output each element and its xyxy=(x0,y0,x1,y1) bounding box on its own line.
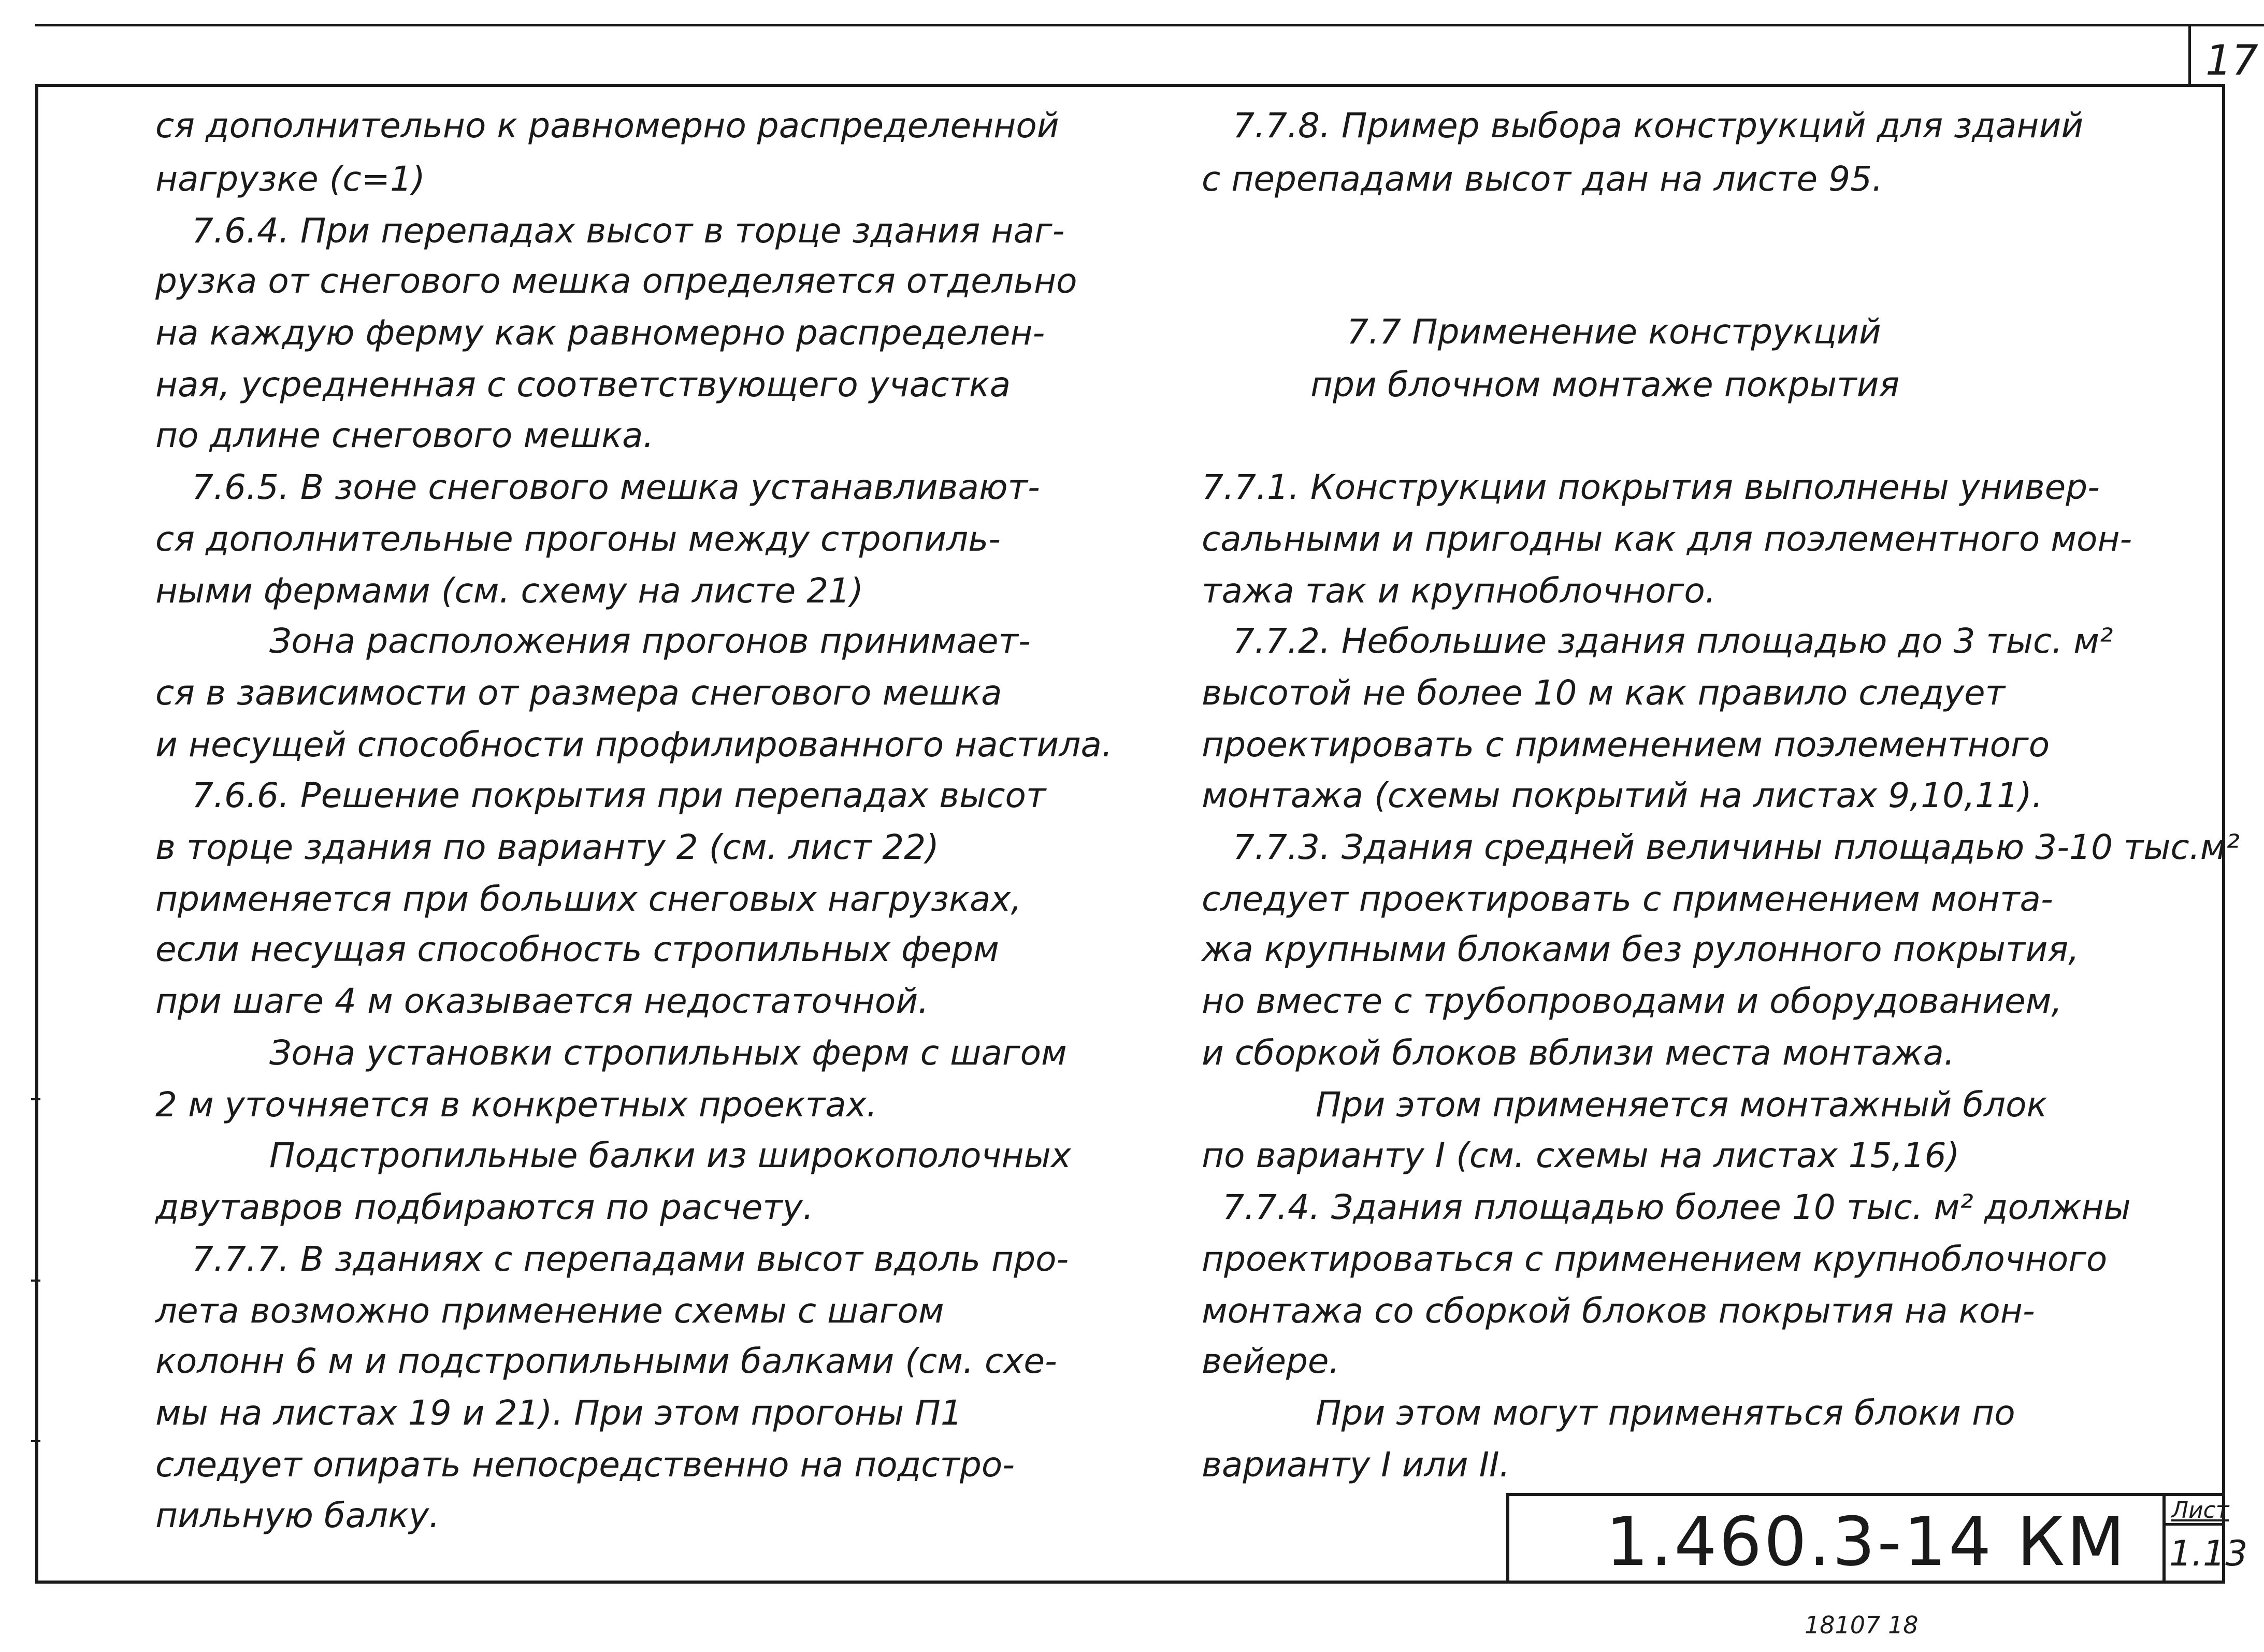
text-line: следует опирать непосредственно на подстро- xyxy=(155,1445,1015,1485)
margin-tick xyxy=(31,1098,40,1100)
text-line: пильную балку. xyxy=(155,1496,440,1535)
text-line: по варианту I (см. схемы на листах 15,16) xyxy=(1202,1136,1960,1175)
text-line: мы на листах 19 и 21). При этом прогоны П1 xyxy=(155,1393,962,1433)
text-line: Зона установки стропильных ферм с шагом xyxy=(269,1033,1067,1073)
text-line: 7.6.5. В зоне снегового мешка устанавливают- xyxy=(192,467,1040,507)
text-line: но вместе с трубопроводами и оборудованием, xyxy=(1202,981,2063,1021)
sheet-label: Лист xyxy=(2171,1497,2229,1524)
text-line: Подстропильные балки из широкополочных xyxy=(269,1136,1071,1175)
text-line: ными фермами (см. схему на листе 21) xyxy=(155,571,864,611)
text-line: рузка от снегового мешка определяется отдельно xyxy=(155,261,1077,301)
text-line: нагрузке (с=1) xyxy=(155,159,425,199)
text-line: варианту I или II. xyxy=(1202,1445,1510,1485)
text-line: ся дополнительные прогоны между стропиль- xyxy=(155,519,1001,559)
text-line: высотой не более 10 м как правило следует xyxy=(1202,673,2006,713)
text-line: ся дополнительно к равномерно распределенной xyxy=(155,106,1059,146)
text-line: ная, усредненная с соответствующего участка xyxy=(155,365,1011,405)
corner-page-number: 17 xyxy=(2205,36,2258,84)
top-corner-divider xyxy=(2188,24,2191,85)
text-line: При этом применяется монтажный блок xyxy=(1316,1085,2047,1125)
text-line: по длине снегового мешка. xyxy=(155,415,654,455)
text-line: монтажа (схемы покрытий на листах 9,10,11). xyxy=(1202,775,2043,815)
text-line: на каждую ферму как равномерно распределен- xyxy=(155,313,1045,353)
text-line: лета возможно применение схемы с шагом xyxy=(155,1291,944,1331)
text-line: если несущая способность стропильных ферм xyxy=(155,929,999,969)
margin-tick xyxy=(31,1280,40,1282)
text-line: 7.7.1. Конструкции покрытия выполнены универ- xyxy=(1202,467,2100,507)
text-line: следует проектировать с применением монта- xyxy=(1202,879,2053,919)
text-line: применяется при больших снеговых нагрузках, xyxy=(155,879,1022,919)
text-line: монтажа со сборкой блоков покрытия на кон- xyxy=(1202,1291,2035,1331)
section-heading: 7.7 Применение конструкций xyxy=(1347,312,1881,352)
document-code: 1.460.3-14 КМ xyxy=(1606,1502,2127,1581)
text-line: 7.7.4. Здания площадью более 10 тыс. м² должны xyxy=(1222,1187,2131,1227)
text-line: в торце здания по варианту 2 (см. лист 22) xyxy=(155,827,940,867)
margin-tick xyxy=(31,1440,40,1442)
text-line: 7.6.6. Решение покрытия при перепадах высот xyxy=(192,775,1046,815)
text-line: 7.7.2. Небольшие здания площадью до 3 тыс. м² xyxy=(1233,621,2113,661)
text-line: тажа так и крупноблочного. xyxy=(1202,571,1716,611)
text-line: Зона расположения прогонов принимает- xyxy=(269,621,1031,661)
text-line: проектировать с применением поэлементного xyxy=(1202,725,2050,765)
text-line: 7.7.8. Пример выбора конструкций для зданий xyxy=(1233,106,2084,146)
text-line: проектироваться с применением крупноблочного xyxy=(1202,1239,2108,1279)
text-line: двутавров подбираются по расчету. xyxy=(155,1187,814,1227)
text-line: 7.7.7. В зданиях с перепадами высот вдоль про- xyxy=(192,1239,1069,1279)
text-line: и сборкой блоков вблизи места монтажа. xyxy=(1202,1033,1955,1073)
text-line: колонн 6 м и подстропильными балками (см. схе- xyxy=(155,1341,1057,1381)
text-line: 7.7.3. Здания средней величины площадью 3-10 тыс.м² xyxy=(1233,827,2240,867)
text-line: при шаге 4 м оказывается недостаточной. xyxy=(155,981,929,1021)
sheet-number: 1.13 xyxy=(2169,1533,2248,1574)
text-line: 7.6.4. При перепадах высот в торце здания наг- xyxy=(192,211,1065,251)
text-line: жа крупными блоками без рулонного покрытия, xyxy=(1202,929,2080,969)
text-line: с перепадами высот дан на листе 95. xyxy=(1202,159,1883,199)
text-line: 2 м уточняется в конкретных проектах. xyxy=(155,1085,877,1125)
text-line: и несущей способности профилированного настила. xyxy=(155,725,1113,765)
text-line: ся в зависимости от размера снегового мешка xyxy=(155,673,1002,713)
text-line: При этом могут применяться блоки по xyxy=(1316,1393,2015,1433)
bottom-reference: 18107 18 xyxy=(1805,1611,1919,1639)
top-border-line xyxy=(35,24,2264,26)
text-line: вейере. xyxy=(1202,1341,1340,1381)
text-line: сальными и пригодны как для поэлементного мон- xyxy=(1202,519,2132,559)
section-heading: при блочном монтаже покрытия xyxy=(1310,365,1900,405)
